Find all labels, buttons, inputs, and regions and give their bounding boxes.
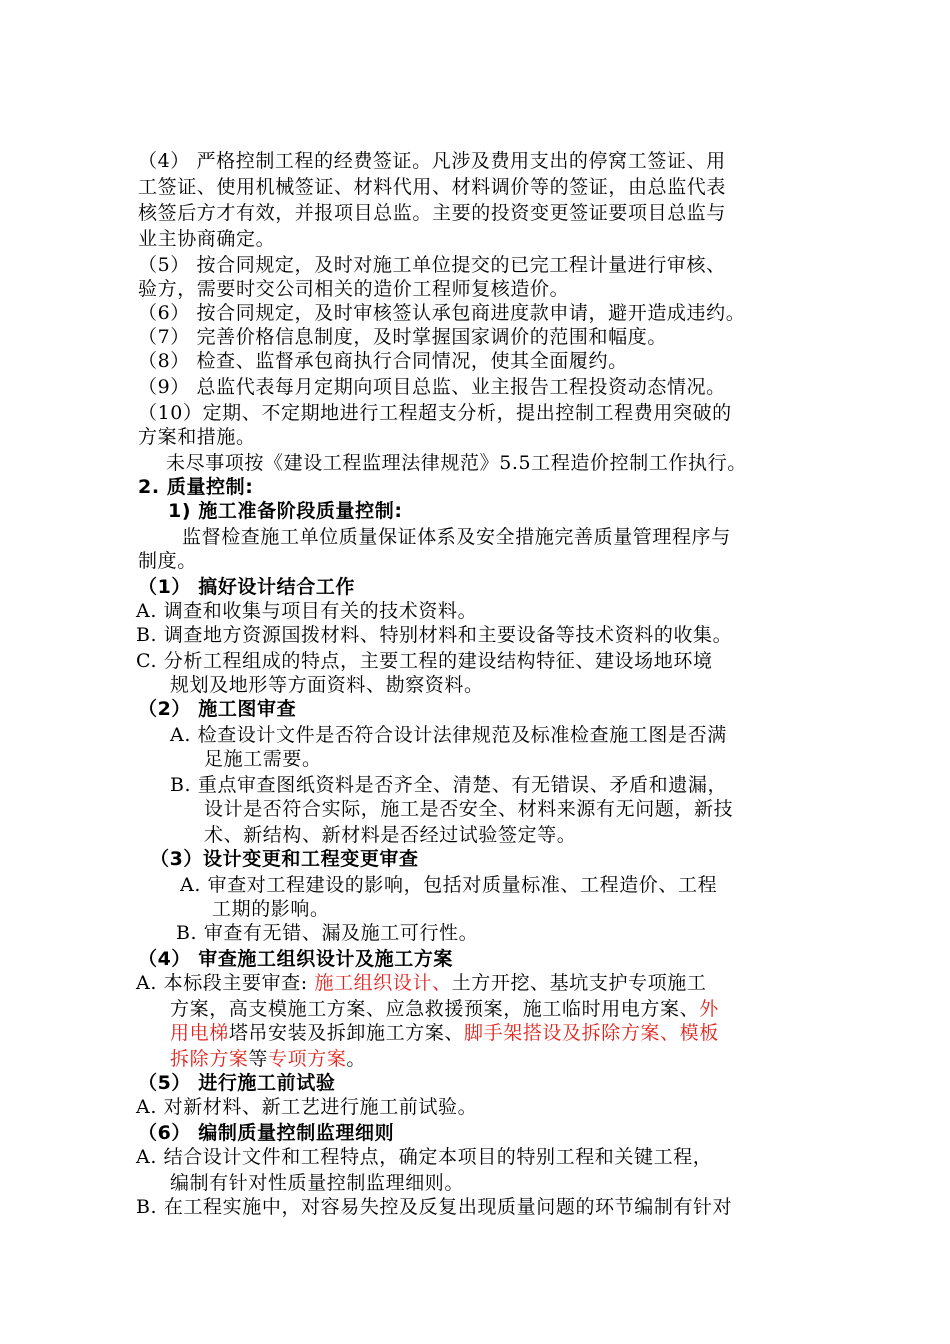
item-4-a-line-3	[170, 1020, 719, 1046]
cost-item-5-line-1: （5） 按合同规定，及时对施工单位提交的已完工程计量进行审核、	[138, 254, 726, 276]
cost-item-4-line-3: 核签后方才有效，并报项目总监。主要的投资变更签证要项目总监与	[138, 202, 727, 224]
cost-item-7: （7） 完善价格信息制度，及时掌握国家调价的范围和幅度。	[138, 326, 667, 348]
item-2-b-line-1: B. 重点审查图纸资料是否齐全、清楚、有无错误、矛盾和遗漏，	[170, 774, 728, 796]
item-4-a-line-1	[136, 970, 706, 996]
cost-item-4-line-2: 工签证、使用机械签证、材料代用、材料调价等的签证，由总监代表	[138, 176, 727, 198]
highlight-formwork-removal: 拆除方案	[170, 1048, 249, 1070]
highlight-construction-org-design: 施工组织设计、	[314, 972, 452, 994]
item-6-a-line-2: 编制有针对性质量控制监理细则。	[170, 1172, 465, 1194]
item-6-b-line-1: B. 在工程实施中，对容易失控及反复出现质量问题的环节编制有针对	[136, 1196, 733, 1218]
item-2-title: （2） 施工图审查	[138, 698, 297, 720]
subsection-heading: 1) 施工准备阶段质量控制:	[168, 500, 403, 522]
cost-item-9: （9） 总监代表每月定期向项目总监、业主报告工程投资动态情况。	[138, 376, 726, 398]
intro-line-1: 监督检查施工单位质量保证体系及安全措施完善质量管理程序与	[182, 526, 731, 548]
item-2-a-line-2: 足施工需要。	[204, 748, 322, 770]
item-1-b: B. 调查地方资源国拨材料、特别材料和主要设备等技术资料的收集。	[136, 624, 733, 646]
item-3-title: （3）设计变更和工程变更审查	[150, 848, 419, 870]
item-1-c-line-2: 规划及地形等方面资料、勘察资料。	[170, 674, 484, 696]
item-2-b-line-3: 术、新结构、新材料是否经过试验签定等。	[204, 824, 577, 846]
highlight-special-plans: 专项方案	[268, 1048, 347, 1070]
cost-note: 未尽事项按《建设工程监理法律规范》5.5工程造价控制工作执行。	[166, 452, 747, 474]
item-5-title: （5） 进行施工前试验	[138, 1072, 336, 1094]
item-3-a-line-2: 工期的影响。	[212, 898, 330, 920]
cost-item-5-line-2: 验方，需要时交公司相关的造价工程师复核造价。	[138, 278, 570, 300]
item-5-a: A. 对新材料、新工艺进行施工前试验。	[136, 1096, 478, 1118]
cost-item-6: （6） 按合同规定，及时审核签认承包商进度款申请，避开造成违约。	[138, 302, 746, 324]
item-4-a-text: 。	[346, 1048, 367, 1070]
cost-item-10-line-2: 方案和措施。	[138, 426, 256, 448]
item-4-a-text: A. 本标段主要审查:	[136, 972, 315, 994]
item-4-a-text: 土方开挖、基坑支护专项施工	[451, 972, 707, 994]
intro-line-2: 制度。	[138, 550, 197, 572]
highlight-hoist: 外	[699, 998, 719, 1020]
cost-item-4-line-4: 业主协商确定。	[138, 228, 276, 250]
item-4-a-text: 塔吊安装及拆卸施工方案、	[228, 1022, 465, 1044]
cost-item-8: （8） 检查、监督承包商执行合同情况，使其全面履约。	[138, 350, 628, 372]
item-2-a-line-1: A. 检查设计文件是否符合设计法律规范及标准检查施工图是否满	[170, 724, 727, 746]
item-3-a-line-1: A. 审查对工程建设的影响，包括对质量标准、工程造价、工程	[180, 874, 718, 896]
item-6-title: （6） 编制质量控制监理细则	[138, 1122, 395, 1144]
cost-item-4-line-1: （4） 严格控制工程的经费签证。凡涉及费用支出的停窝工签证、用	[138, 150, 726, 172]
item-4-a-text: 等	[248, 1048, 269, 1070]
item-3-b: B. 审查有无错、漏及施工可行性。	[176, 922, 479, 944]
item-2-b-line-2: 设计是否符合实际，施工是否安全、材料来源有无问题，新技	[204, 798, 734, 820]
item-4-a-line-4	[170, 1046, 366, 1072]
highlight-scaffold-plan: 脚手架搭设及拆除方案、模板	[464, 1022, 719, 1044]
item-1-a: A. 调查和收集与项目有关的技术资料。	[136, 600, 478, 622]
highlight-hoist: 用电梯	[170, 1022, 229, 1044]
section-heading-quality: 2. 质量控制:	[138, 476, 254, 498]
item-4-a-text: 方案，高支模施工方案、应急救援预案，施工临时用电方案、	[170, 998, 700, 1020]
item-4-title: （4） 审查施工组织设计及施工方案	[138, 948, 454, 970]
cost-item-10-line-1: （10）定期、不定期地进行工程超支分析，提出控制工程费用突破的	[138, 402, 732, 424]
item-1-c-line-1: C. 分析工程组成的特点，主要工程的建设结构特征、建设场地环境	[136, 650, 713, 672]
item-6-a-line-1: A. 结合设计文件和工程特点，确定本项目的特别工程和关键工程，	[136, 1146, 713, 1168]
item-1-title: （1） 搞好设计结合工作	[138, 576, 356, 598]
item-4-a-line-2	[170, 996, 719, 1022]
